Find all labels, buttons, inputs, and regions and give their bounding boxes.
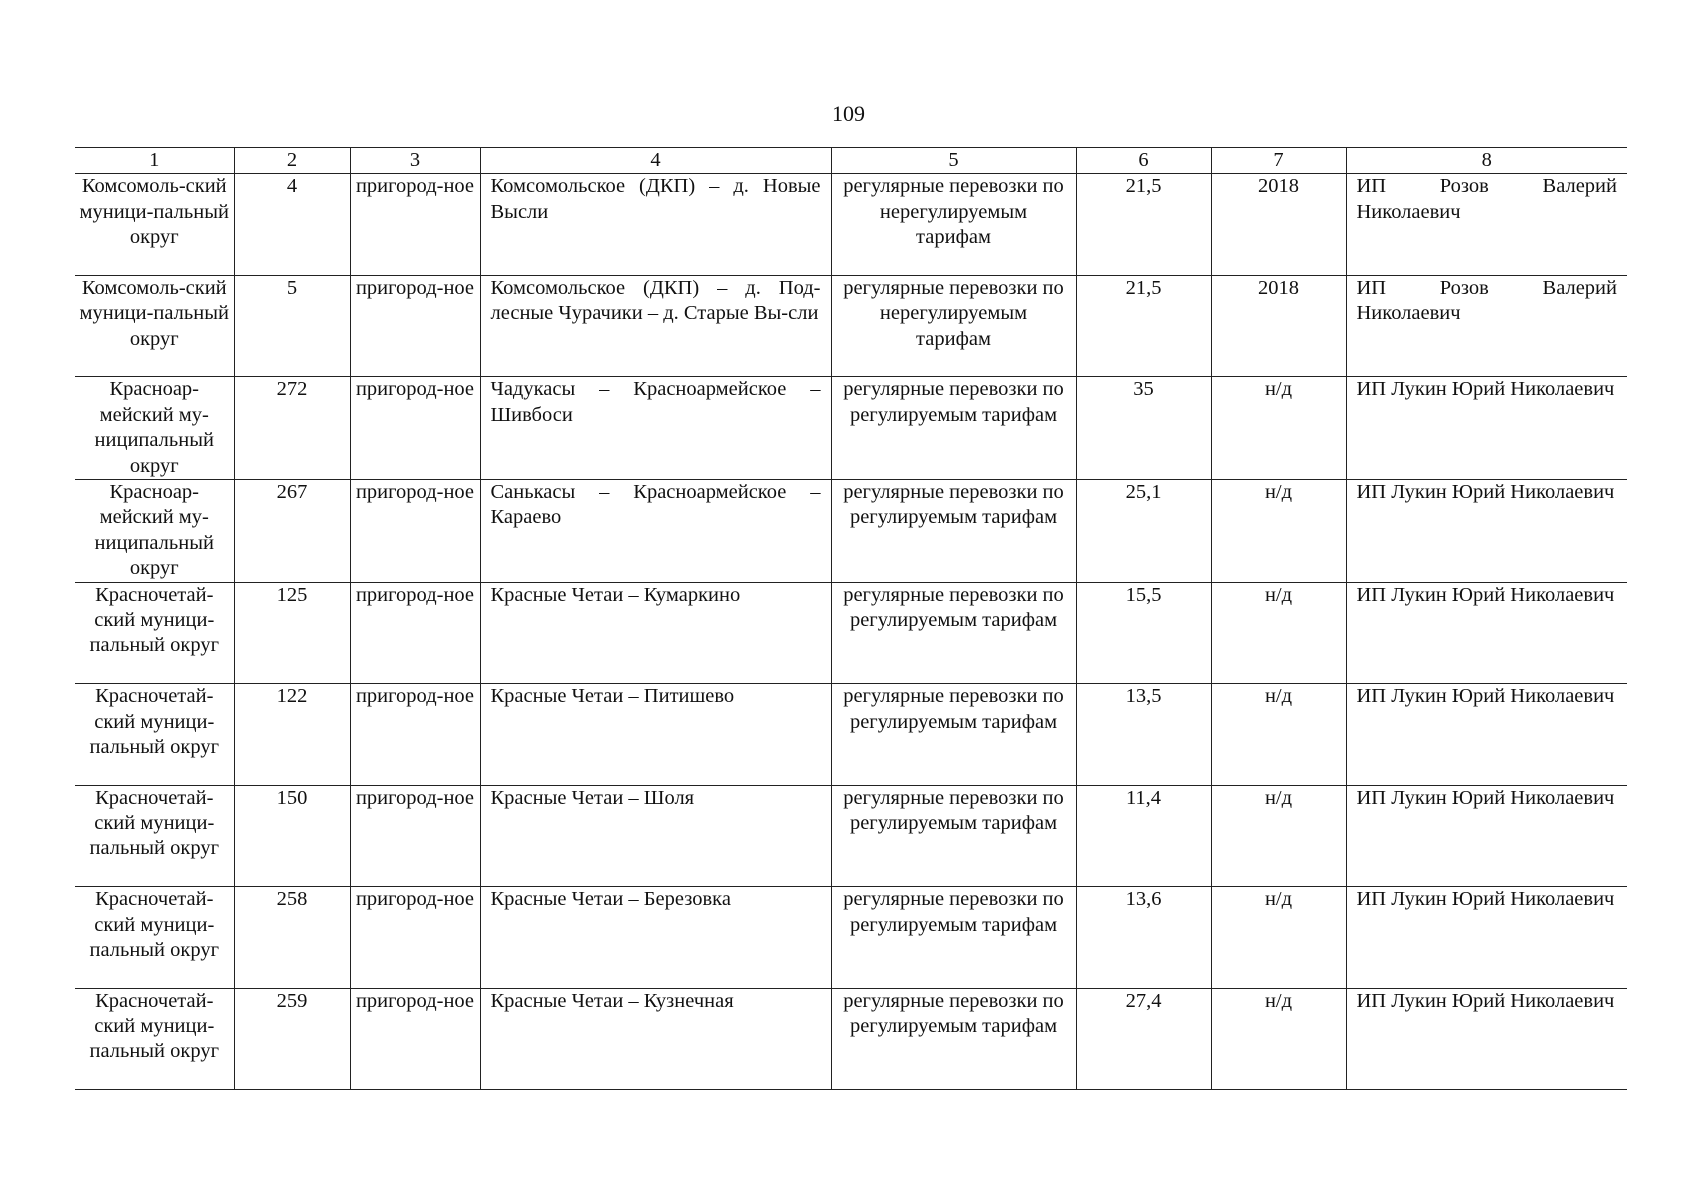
route-number-cell: 122 [234, 684, 350, 786]
route-number-cell: 267 [234, 480, 350, 583]
route-name-cell: Чадукасы – Красноармейское – Шивбоси [480, 377, 831, 480]
district-cell: Комсомоль-ский муници-пальный округ [75, 174, 234, 276]
route-length-cell: 11,4 [1076, 785, 1211, 887]
route-number-cell: 4 [234, 174, 350, 276]
transport-mode-cell: регулярные перевозки по регулируемым тарифам [831, 988, 1076, 1090]
transport-mode-cell: регулярные перевозки по регулируемым тарифам [831, 785, 1076, 887]
district-cell: Красночетай-ский муници-пальный округ [75, 785, 234, 887]
route-name-cell: Красные Четаи – Питишево [480, 684, 831, 786]
year-cell: н/д [1211, 480, 1346, 583]
route-name-cell: Комсомольское (ДКП) – д. Под-лесные Чурачики – д. Старые Вы-сли [480, 275, 831, 377]
year-cell: н/д [1211, 785, 1346, 887]
carrier-cell: ИП Лукин Юрий Николаевич [1346, 684, 1627, 786]
route-name-cell: Красные Четаи – Березовка [480, 887, 831, 989]
route-length-cell: 13,5 [1076, 684, 1211, 786]
route-number-cell: 150 [234, 785, 350, 887]
route-name-cell: Красные Четаи – Шоля [480, 785, 831, 887]
route-number-cell: 5 [234, 275, 350, 377]
table-row [75, 887, 1627, 989]
year-cell: 2018 [1211, 275, 1346, 377]
year-cell: н/д [1211, 988, 1346, 1090]
route-length-cell: 13,6 [1076, 887, 1211, 989]
district-cell: Красночетай-ский муници-пальный округ [75, 684, 234, 786]
carrier-cell: ИП Розов Валерий Николаевич [1346, 275, 1627, 377]
table-row [75, 582, 1627, 684]
route-length-cell: 27,4 [1076, 988, 1211, 1090]
routes-table [75, 147, 1627, 1090]
carrier-cell: ИП Лукин Юрий Николаевич [1346, 582, 1627, 684]
carrier-cell: ИП Лукин Юрий Николаевич [1346, 480, 1627, 583]
transport-mode-cell: регулярные перевозки по регулируемым тарифам [831, 684, 1076, 786]
table-row [75, 480, 1627, 583]
table-row [75, 275, 1627, 377]
column-header: 2 [234, 148, 350, 174]
route-length-cell: 35 [1076, 377, 1211, 480]
transport-mode-cell: регулярные перевозки по регулируемым тарифам [831, 480, 1076, 583]
route-type-cell: пригород-ное [350, 174, 480, 276]
page-number: 109 [832, 101, 865, 126]
transport-mode-cell: регулярные перевозки по регулируемым тарифам [831, 887, 1076, 989]
route-type-cell: пригород-ное [350, 887, 480, 989]
transport-mode-cell: регулярные перевозки по нерегулируемым тарифам [831, 174, 1076, 276]
route-name-cell: Санькасы – Красноармейское – Караево [480, 480, 831, 583]
route-type-cell: пригород-ное [350, 988, 480, 1090]
route-type-cell: пригород-ное [350, 785, 480, 887]
transport-mode-cell: регулярные перевозки по регулируемым тарифам [831, 582, 1076, 684]
carrier-cell: ИП Лукин Юрий Николаевич [1346, 377, 1627, 480]
year-cell: 2018 [1211, 174, 1346, 276]
column-header: 1 [75, 148, 234, 174]
district-cell: Красночетай-ский муници-пальный округ [75, 988, 234, 1090]
column-header: 7 [1211, 148, 1346, 174]
route-type-cell: пригород-ное [350, 480, 480, 583]
carrier-cell: ИП Розов Валерий Николаевич [1346, 174, 1627, 276]
table-row [75, 174, 1627, 276]
district-cell: Комсомоль-ский муници-пальный округ [75, 275, 234, 377]
year-cell: н/д [1211, 684, 1346, 786]
route-name-cell: Комсомольское (ДКП) – д. Новые Высли [480, 174, 831, 276]
carrier-cell: ИП Лукин Юрий Николаевич [1346, 887, 1627, 989]
route-name-cell: Красные Четаи – Кузнечная [480, 988, 831, 1090]
table-row [75, 785, 1627, 887]
route-number-cell: 125 [234, 582, 350, 684]
transport-mode-cell: регулярные перевозки по нерегулируемым тарифам [831, 275, 1076, 377]
table-row [75, 988, 1627, 1090]
route-type-cell: пригород-ное [350, 684, 480, 786]
year-cell: н/д [1211, 887, 1346, 989]
year-cell: н/д [1211, 377, 1346, 480]
route-number-cell: 259 [234, 988, 350, 1090]
route-length-cell: 21,5 [1076, 275, 1211, 377]
route-type-cell: пригород-ное [350, 582, 480, 684]
column-header: 4 [480, 148, 831, 174]
route-number-cell: 272 [234, 377, 350, 480]
route-type-cell: пригород-ное [350, 377, 480, 480]
column-header: 5 [831, 148, 1076, 174]
carrier-cell: ИП Лукин Юрий Николаевич [1346, 988, 1627, 1090]
column-header: 6 [1076, 148, 1211, 174]
route-length-cell: 15,5 [1076, 582, 1211, 684]
transport-mode-cell: регулярные перевозки по регулируемым тарифам [831, 377, 1076, 480]
route-type-cell: пригород-ное [350, 275, 480, 377]
year-cell: н/д [1211, 582, 1346, 684]
route-name-cell: Красные Четаи – Кумаркино [480, 582, 831, 684]
route-length-cell: 25,1 [1076, 480, 1211, 583]
route-length-cell: 21,5 [1076, 174, 1211, 276]
district-cell: Красночетай-ский муници-пальный округ [75, 887, 234, 989]
district-cell: Красноар-мейский му-ниципальный округ [75, 377, 234, 480]
column-header: 8 [1346, 148, 1627, 174]
carrier-cell: ИП Лукин Юрий Николаевич [1346, 785, 1627, 887]
route-number-cell: 258 [234, 887, 350, 989]
table-row [75, 377, 1627, 480]
district-cell: Красночетай-ский муници-пальный округ [75, 582, 234, 684]
column-header: 3 [350, 148, 480, 174]
district-cell: Красноар-мейский му-ниципальный округ [75, 480, 234, 583]
table-row [75, 684, 1627, 786]
header-row [75, 148, 1627, 174]
